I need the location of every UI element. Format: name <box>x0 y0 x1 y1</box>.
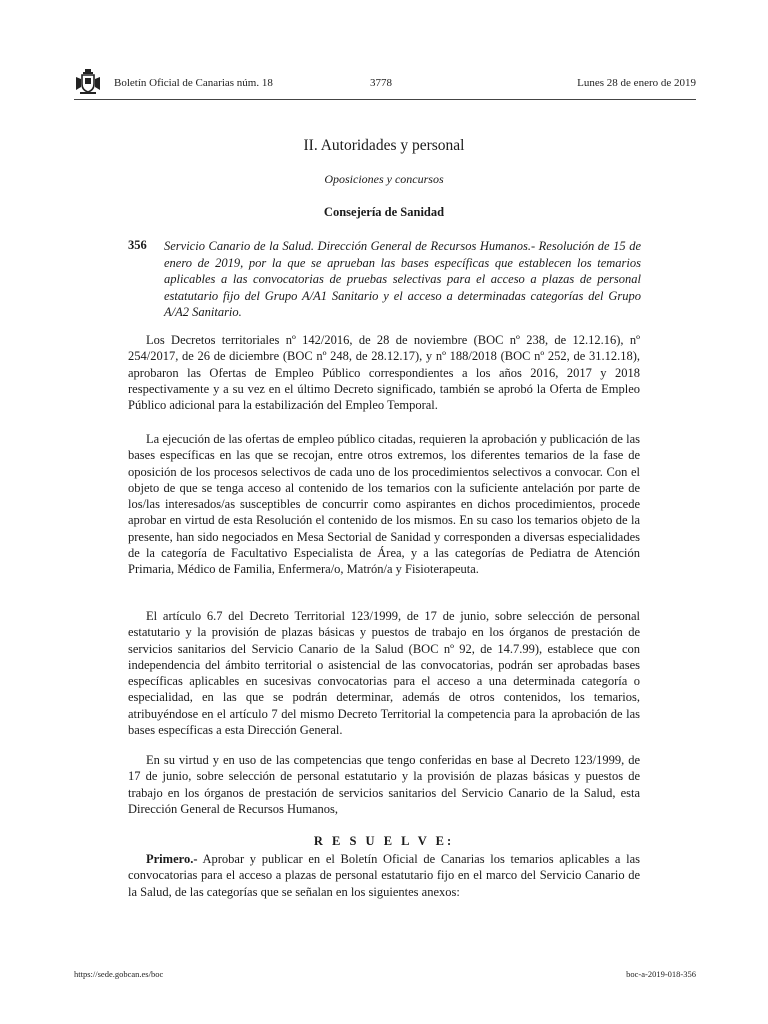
body-paragraph-3: El artículo 6.7 del Decreto Territorial 123/1999, de 17 de junio, sobre selección de personal estatutario y la provisión de plazas básicas y puestos de trabajo en los órganos de prestación de servicios sanitarios del Servicio Canario de la Salud (BOC nº 92, de 14.7.99), establece que con independencia del ámbito territorial o asistencial de las convocatorias, podrán ser aprobadas bases específicas aplicables en sucesivas convocatorias para el acceso a una determinada categoría o especialidad, en las que se podrán determinar, además de otros contenidos, los temarios, atribuyéndose en el artículo 7 del mismo Decreto Territorial la competencia para la aprobación de las bases específicas a esta Dirección General. <box>128 609 640 738</box>
body-paragraph-1: Los Decretos territoriales nº 142/2016, de 28 de noviembre (BOC nº 238, de 12.12.16), nº 254/2017, de 26 de diciembre (BOC nº 248, de 28.12.17), y nº 188/2018 (BOC nº 252, de 31.12.18), aprobaron las Ofertas de Empleo Público correspondientes a los años 2016, 2017 y 2018 respectivamente y a su vez en el último Decreto significado, también se aprobó la Oferta de Empleo Público adicional para la estabilización del Empleo Temporal. <box>128 333 640 413</box>
section-title: II. Autoridades y personal <box>303 137 465 154</box>
document-code: boc-a-2019-018-356 <box>626 969 696 979</box>
body-paragraph-4: En su virtud y en uso de las competencias que tengo conferidas en base al Decreto 123/1999, de 17 de junio, sobre selección de personal estatutario y la provisión de plazas básicas y puestos de trabajo en los órganos de prestación de servicios sanitarios del Servicio Canario de la Salud, esta Dirección General de Recursos Humanos, <box>128 753 640 816</box>
footer-url-link[interactable]: https://sede.gobcan.es/boc <box>74 969 164 979</box>
coat-of-arms-icon <box>74 68 102 96</box>
page-number: 3778 <box>370 77 392 89</box>
page-header <box>74 68 696 96</box>
organization-title: Consejería de Sanidad <box>323 205 445 219</box>
body-paragraph-primero <box>128 851 640 900</box>
announcement-summary: Servicio Canario de la Salud. Dirección General de Recursos Humanos.- Resolución de 15 de enero de 2019, por la que se aprueban las bases específicas que establecen los temarios aplicables a las convocatorias de pruebas selectivas para el acceso a plazas de personal estatutario fijo del Grupo A/A1 Sanitario y el acceso a determinadas categorías del Grupo A/A2 Sanitario. <box>164 239 641 320</box>
header-rule <box>74 99 696 100</box>
body-paragraph-2: La ejecución de las ofertas de empleo público citadas, requieren la aprobación y publicación de las bases específicas en las que se recojan, entre otros extremos, los diferentes temarios de la fase de oposición de los procesos selectivos de cada uno de los procedimientos selectivos a convocar. Con el objeto de que se tenga acceso al contenido de los temarios con la suficiente antelación por parte de los/las interesados/as susceptibles de concurrir como aspirantes en dichos procedimientos, procede aprobar en virtud de esta Resolución el contenido de los mismos. En su caso los temarios objeto de la presente, han sido negociados en Mesa Sectorial de Sanidad y corresponden a diversas especialidades de la categoría de Facultativo Especialista de Área, y a las categorías de Pediatra de Atención Primaria, Médico de Familia, Enfermera/o, Matrón/a y Fisioterapeuta. <box>128 432 640 577</box>
subsection-title: Oposiciones y concursos <box>324 172 444 186</box>
announcement-number: 356 <box>128 238 147 252</box>
publication-date: Lunes 28 de enero de 2019 <box>577 77 696 89</box>
resolution-heading: R E S U E L V E: <box>313 834 455 848</box>
primero-label: Primero.- <box>146 852 198 866</box>
bulletin-title: Boletín Oficial de Canarias núm. 18 <box>114 77 273 89</box>
primero-text: Aprobar y publicar en el Boletín Oficial de Canarias los temarios aplicables a las convocatorias para el acceso a plazas de personal estatutario fijo en el marco del Servicio Canario de la Salud, de las categorías que se señalan en los siguientes anexos: <box>128 852 640 899</box>
